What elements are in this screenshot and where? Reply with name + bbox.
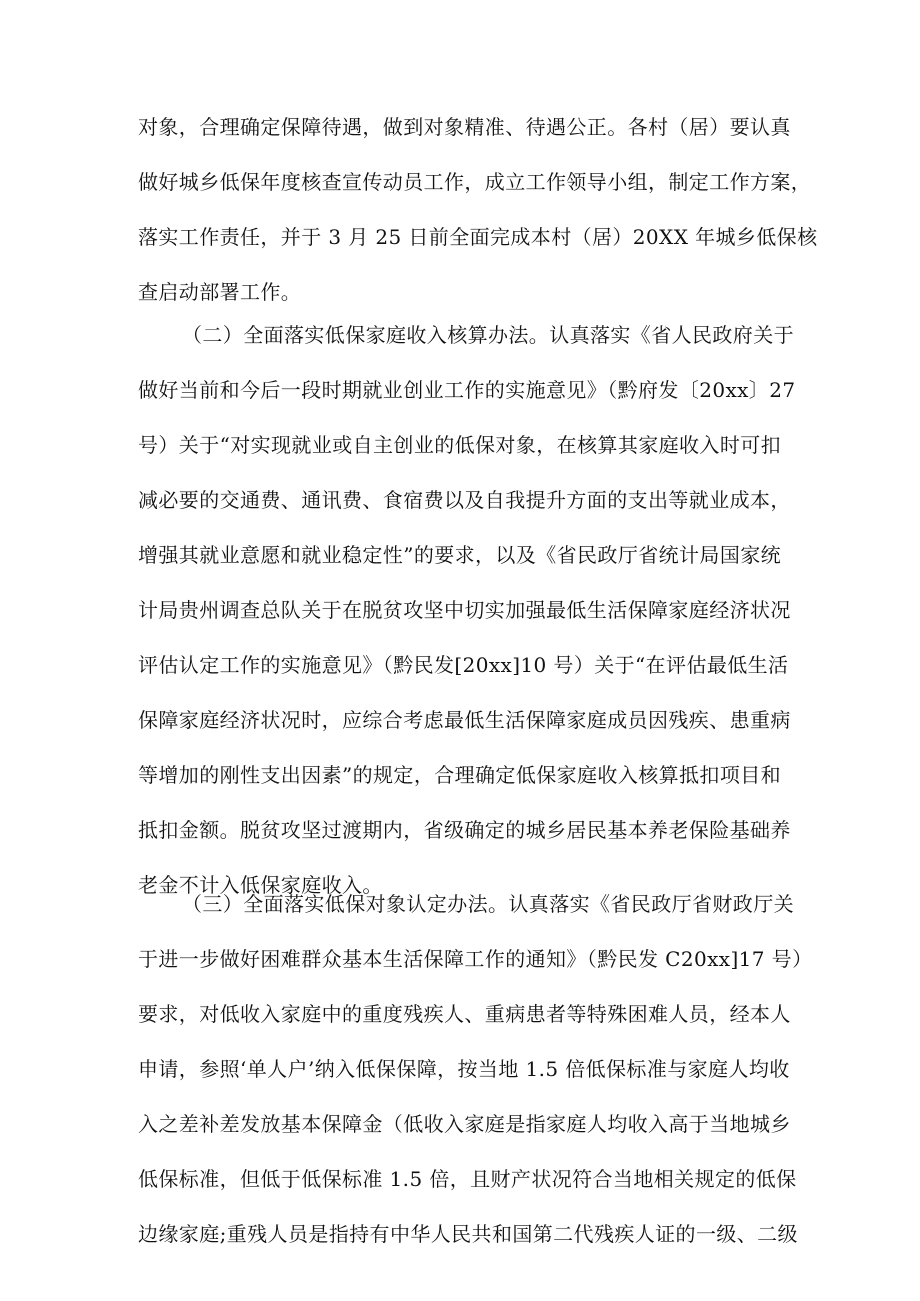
text-line: 入之差补差发放基本保障金（低收入家庭是指家庭人均收入高于当地城乡 (138, 1112, 791, 1136)
text-line: 保障家庭经济状况时，应综合考虑最低生活保障家庭成员因残疾、患重病 (138, 708, 791, 732)
text-line: 计局贵州调查总队关于在脱贫攻坚中切实加强最低生活保障家庭经济状况 (138, 598, 791, 622)
text-line: 落实工作责任，并于 3 月 25 日前全面完成本村（居）20XX 年城乡低保核 (138, 225, 818, 249)
paragraph-1 (138, 100, 818, 320)
text-line: 边缘家庭;重残人员是指持有中华人民共和国第二代残疾人证的一级、二级 (138, 1222, 798, 1246)
text-line: 老金不计入低保家庭收入。 (138, 873, 383, 897)
text-line: 减必要的交通费、通讯费、食宿费以及自我提升方面的支出等就业成本， (138, 488, 791, 512)
paragraph-3 (138, 877, 813, 1262)
text-line: 对象，合理确定保障待遇，做到对象精准、待遇公正。各村（居）要认真 (138, 115, 791, 139)
text-line: 号）关于“对实现就业或自主创业的低保对象，在核算其家庭收入时可扣 (138, 433, 782, 457)
text-line: 做好当前和今后一段时期就业创业工作的实施意见》（黔府发〔20xx〕27 (138, 378, 796, 402)
text-line: 要求，对低收入家庭中的重度残疾人、重病患者等特殊困难人员，经本人 (138, 1002, 791, 1026)
text-line: 查启动部署工作。 (138, 280, 302, 304)
text-line: 评估认定工作的实施意见》（黔民发[20xx]10 号）关于“在评估最低生活 (138, 653, 789, 677)
paragraph-2 (138, 308, 798, 913)
text-line: 做好城乡低保年度核查宣传动员工作，成立工作领导小组，制定工作方案， (138, 170, 812, 194)
text-line: （二）全面落实低保家庭收入核算办法。认真落实《省人民政府关于 (182, 323, 794, 347)
text-line: （三）全面落实低保对象认定办法。认真落实《省民政厅省财政厅关 (182, 892, 794, 916)
text-line: 抵扣金额。脱贫攻坚过渡期内，省级确定的城乡居民基本养老保险基础养 (138, 818, 791, 842)
text-line: 申请，参照‘单人户’纳入低保保障，按当地 1.5 倍低保标准与家庭人均收 (138, 1057, 790, 1081)
text-line: 低保标准，但低于低保标准 1.5 倍，且财产状况符合当地相关规定的低保 (138, 1167, 797, 1191)
text-line: 于进一步做好困难群众基本生活保障工作的通知》（黔民发 C20xx]17 号） (138, 947, 813, 971)
text-line: 等增加的刚性支出因素”的规定，合理确定低保家庭收入核算抵扣项目和 (138, 763, 782, 787)
text-line: 增强其就业意愿和就业稳定性”的要求，以及《省民政厅省统计局国家统 (138, 543, 782, 567)
